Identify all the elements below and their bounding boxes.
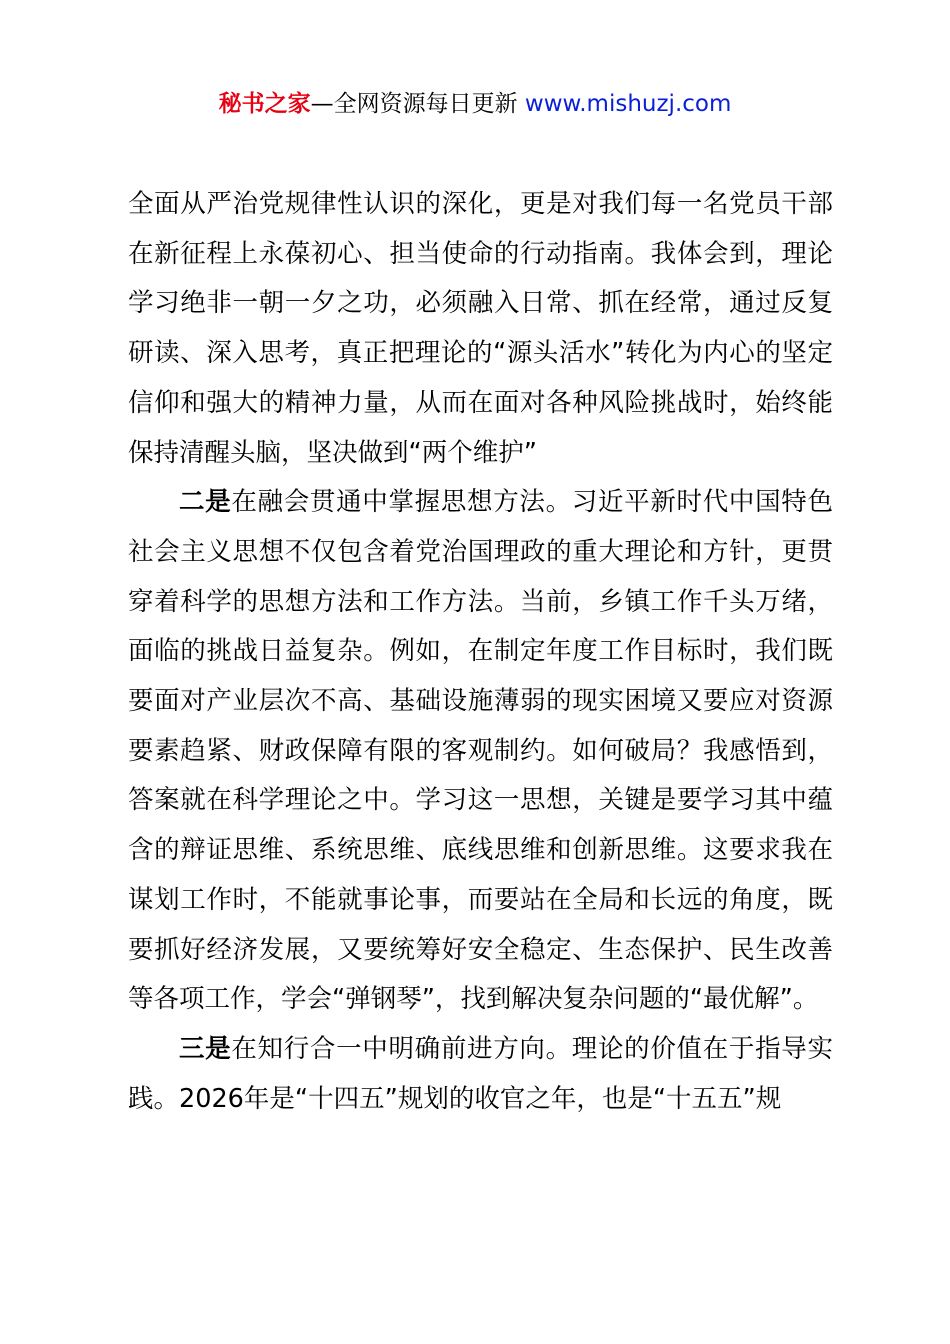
site-tagline: —全网资源每日更新 <box>310 91 525 117</box>
paragraph-point-three <box>128 1025 833 1124</box>
document-body <box>128 180 833 1124</box>
paragraph-continuation <box>128 180 833 478</box>
paragraph-lead: 二是 <box>179 487 232 518</box>
paragraph-text: 在知行合一中明确前进方向。理论的价值在于指导实践。2026年是“十四五”规划的收官之年，也是“十五五”规 <box>128 1033 833 1114</box>
site-header <box>0 86 950 122</box>
paragraph-text: 在融会贯通中掌握思想方法。习近平新时代中国特色社会主义思想不仅包含着党治国理政的重大理论和方针，更贯穿着科学的思想方法和工作方法。当前，乡镇工作千头万绪，面临的挑战日益复杂。例如，在制定年度工作目标时，我们既要面对产业层次不高、基础设施薄弱的现实困境又要应对资源要素趋紧、财政保障有限的客观制约。如何破局？我感悟到，答案就在科学理论之中。学习这一思想，关键是要学习其中蕴含的辩证思维、系统思维、底线思维和创新思维。这要求我在谋划工作时，不能就事论事，而要站在全局和长远的角度，既要抓好经济发展，又要统筹好安全稳定、生态保护、民生改善等各项工作，学会“弹钢琴”，找到解决复杂问题的“最优解”。 <box>128 487 833 1015</box>
paragraph-lead: 三是 <box>179 1033 232 1064</box>
paragraph-text: 全面从严治党规律性认识的深化，更是对我们每一名党员干部在新征程上永葆初心、担当使命的行动指南。我体会到，理论学习绝非一朝一夕之功，必须融入日常、抓在经常，通过反复研读、深入思考，真正把理论的“源头活水”转化为内心的坚定信仰和强大的精神力量，从而在面对各种风险挑战时，始终能保持清醒头脑，坚决做到“两个维护” <box>128 189 833 468</box>
site-brand: 秘书之家 <box>218 91 311 117</box>
site-url-link[interactable]: www.mishuzj.com <box>524 91 732 117</box>
paragraph-point-two <box>128 478 833 1025</box>
